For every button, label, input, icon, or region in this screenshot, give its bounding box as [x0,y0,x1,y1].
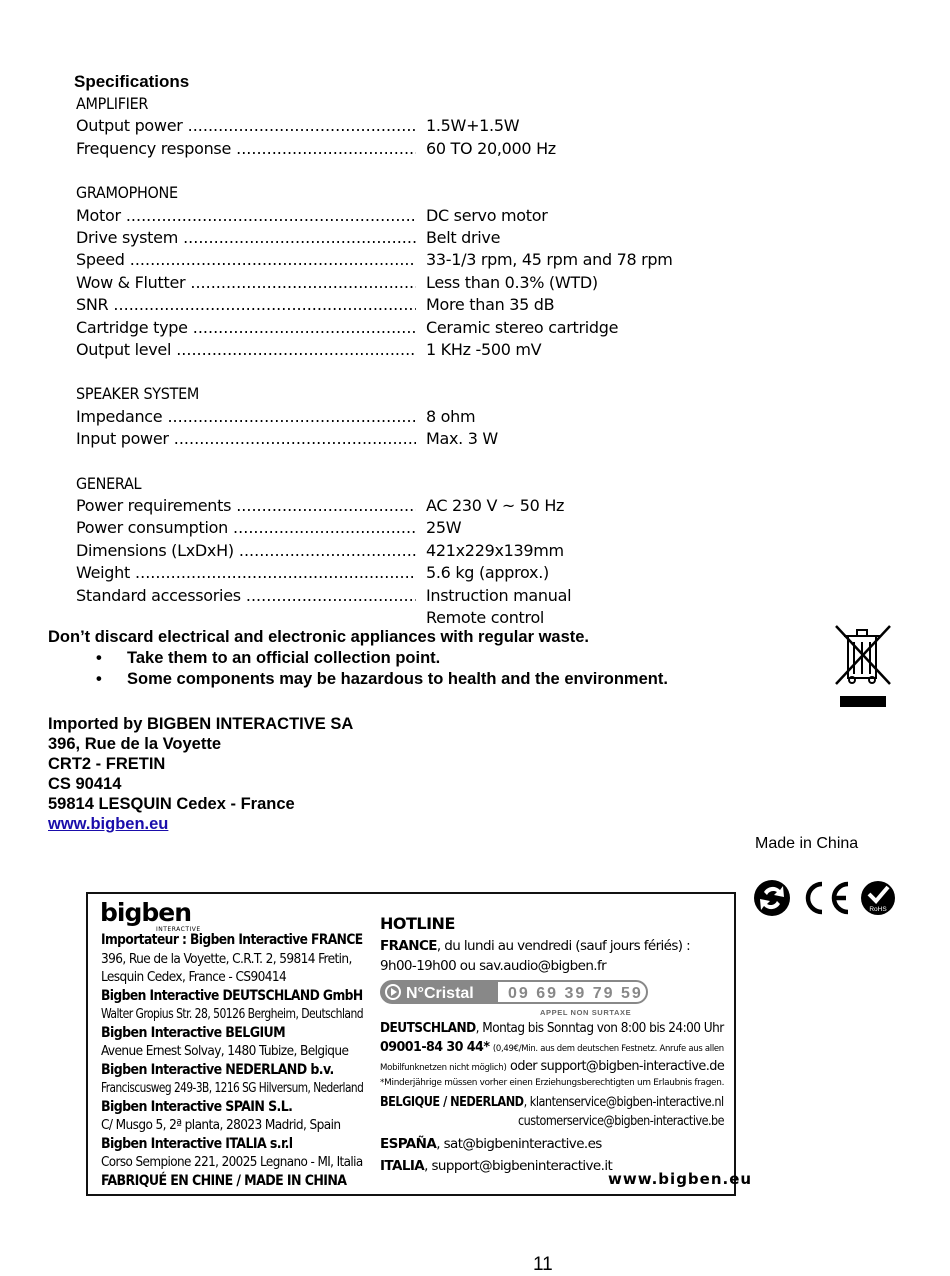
company-name: Bigben Interactive DEUTSCHLAND GmbH [101,987,363,1004]
weee-bullet-text: Some components may be hazardous to health and the environment. [127,670,668,688]
bigben-logo [100,898,201,933]
ce-mark-icon [808,884,848,912]
spec-section-heading: GRAMOPHONE [76,183,178,203]
spec-label: Speed ..... [76,250,416,269]
spec-value: Max. 3 W [426,429,498,449]
spec-value: Instruction manual [426,585,572,605]
company-address: Walter Gropius Str. 28, 50126 Bergheim, Deutschland [101,1006,364,1022]
spec-label: Output level ..... [76,340,416,359]
spec-label: Wow & Flutter ..... [76,273,416,292]
importer-name: Imported by BIGBEN INTERACTIVE SA [48,715,354,733]
bigben-logo-subtext: INTERACTIVE [156,926,201,933]
weee-bullet [96,670,668,689]
spec-value: 1 KHz -500 mV [426,340,542,359]
importer-address: CRT2 - FRETIN [48,755,166,773]
company-name: FABRIQUÉ EN CHINE / MADE IN CHINA [101,1172,347,1189]
bigben-logo-text: bigben [100,898,192,927]
hotline-title: HOTLINE [380,914,455,933]
spec-value: Belt drive [426,228,501,247]
spec-value: Less than 0.3% (WTD) [426,272,598,292]
box-website: www.bigben.eu [608,1170,753,1188]
hotline-france-hours: 9h00-19h00 ou sav.audio@bigben.fr [380,958,607,974]
spec-label: Motor ..... [76,206,416,225]
company-address: C/ Musgo 5, 2ª planta, 28023 Madrid, Spain [101,1117,341,1133]
spec-label: Power consumption ..... [76,518,416,537]
hotline-italia: ITALIA, support@bigbeninteractive.it [380,1158,613,1174]
cristal-note: APPEL NON SURTAXE [540,1008,632,1017]
spec-label: Impedance ..... [76,407,416,426]
bullet-glyph: • [96,649,102,667]
cristal-label: N°Cristal [406,985,474,1002]
spec-row [76,273,676,295]
company-address: 396, Rue de la Voyette, C.R.T. 2, 59814 Fretin, [101,950,352,967]
spec-label: Drive system ..... [76,228,416,247]
company-address: Franciscusweg 249-3B, 1216 SG Hilversum, Nederland [101,1080,364,1096]
spec-row [76,563,676,585]
spec-value: 5.6 kg (approx.) [426,563,549,583]
spec-row [76,250,676,272]
spec-section-heading: SPEAKER SYSTEM [76,384,200,404]
company-address: Lesquin Cedex, France - CS90414 [101,969,287,985]
recycle-icon [754,880,790,916]
spec-row [76,496,676,518]
company-address: Avenue Ernest Solvay, 1480 Tubize, Belgique [101,1043,349,1059]
website-link[interactable]: www.bigben.eu [48,815,169,833]
spec-row [76,139,676,161]
spec-value: 8 ohm [426,406,476,426]
hotline-espana: ESPAÑA, sat@bigbeninteractive.es [380,1136,602,1152]
company-name: Bigben Interactive NEDERLAND b.v. [101,1061,334,1078]
company-name: Bigben Interactive SPAIN S.L. [101,1098,293,1115]
importer-address: 59814 LESQUIN Cedex - France [48,795,295,813]
spec-label: Input power ..... [76,429,416,448]
spec-value: 421x229x139mm [426,540,564,560]
weee-bullet [96,649,440,668]
spec-label: Power requirements ..... [76,496,416,515]
hotline-benelux-email: customerservice@bigben-interactive.be [518,1113,725,1129]
spec-row [76,295,676,317]
bullet-glyph: • [96,670,102,688]
spec-value: AC 230 V ~ 50 Hz [426,496,565,515]
rohs-icon [861,881,895,915]
crossed-out-bin-icon [830,622,896,710]
weee-heading: Don’t discard electrical and electronic appliances with regular waste. [48,628,590,646]
spec-row [76,340,676,362]
spec-value: Ceramic stereo cartridge [426,317,619,337]
spec-value: More than 35 dB [426,295,555,315]
hotline-deutschland-support: Mobilfunknetzen nicht möglich) oder support@bigben-interactive.de [380,1058,725,1074]
spec-row [76,608,676,630]
spec-value: 33-1/3 rpm, 45 rpm and 78 rpm [426,250,673,270]
spec-row [76,206,676,228]
spec-label: Standard accessories ..... [76,586,416,605]
n-cristal-badge [380,980,648,1004]
hotline-deutschland: DEUTSCHLAND, Montag bis Sonntag von 8:00 bis 24:00 Uhr [380,1020,724,1036]
made-in-label: Made in China [755,835,859,852]
company-name: Bigben Interactive ITALIA s.r.l [101,1135,293,1152]
hotline-deutschland-number: 09001-84 30 44* (0,49€/Min. aus dem deutschen Festnetz. Anrufe aus allen [380,1039,724,1055]
spec-row [76,407,676,429]
spec-value: 1.5W+1.5W [426,116,520,136]
company-address: Corso Sempione 221, 20025 Legnano - MI, Italia [101,1154,363,1170]
cristal-number: 09 69 39 79 59 [508,985,643,1002]
spec-section-heading: GENERAL [76,473,142,493]
spec-row [76,518,676,540]
spec-row [76,541,676,563]
spec-label: SNR ..... [76,295,416,314]
rohs-label: RoHS [869,906,887,913]
spec-label: Cartridge type ..... [76,318,416,337]
weee-bullet-text: Take them to an official collection point. [127,649,441,667]
spec-row [76,586,676,608]
certification-logos [752,876,898,920]
spec-label: Dimensions (LxDxH) ..... [76,541,416,560]
page-number: 11 [533,1254,553,1275]
importer-address: 396, Rue de la Voyette [48,735,222,753]
spec-row [76,228,676,250]
spec-section-heading: AMPLIFIER [76,94,149,113]
spec-label: Frequency response ..... [76,139,416,158]
contact-info-box [86,892,753,1196]
importer-address: CS 90414 [48,775,122,793]
spec-value: 25W [426,518,462,538]
spec-label: Output power ..... [76,116,416,135]
spec-label: Weight ..... [76,563,416,582]
spec-row [76,318,676,340]
company-name: Importateur : Bigben Interactive FRANCE [101,932,363,948]
spec-row [76,429,676,451]
spec-value: 60 TO 20,000 Hz [426,138,556,158]
hotline-deutschland-minor-note: *Minderjährige müssen vorher einen Erziehungsberechtigten um Erlaubnis fragen. [380,1078,725,1088]
company-name: Bigben Interactive BELGIUM [101,1024,286,1041]
spec-value: Remote control [426,608,545,627]
spec-value: DC servo motor [426,205,548,225]
hotline-benelux: BELGIQUE / NEDERLAND, klantenservice@bigben-interactive.nl [380,1094,724,1110]
hotline-france: FRANCE, du lundi au vendredi (sauf jours fériés) : [380,938,691,954]
specifications-title: Specifications [74,72,190,91]
spec-row [76,116,676,138]
